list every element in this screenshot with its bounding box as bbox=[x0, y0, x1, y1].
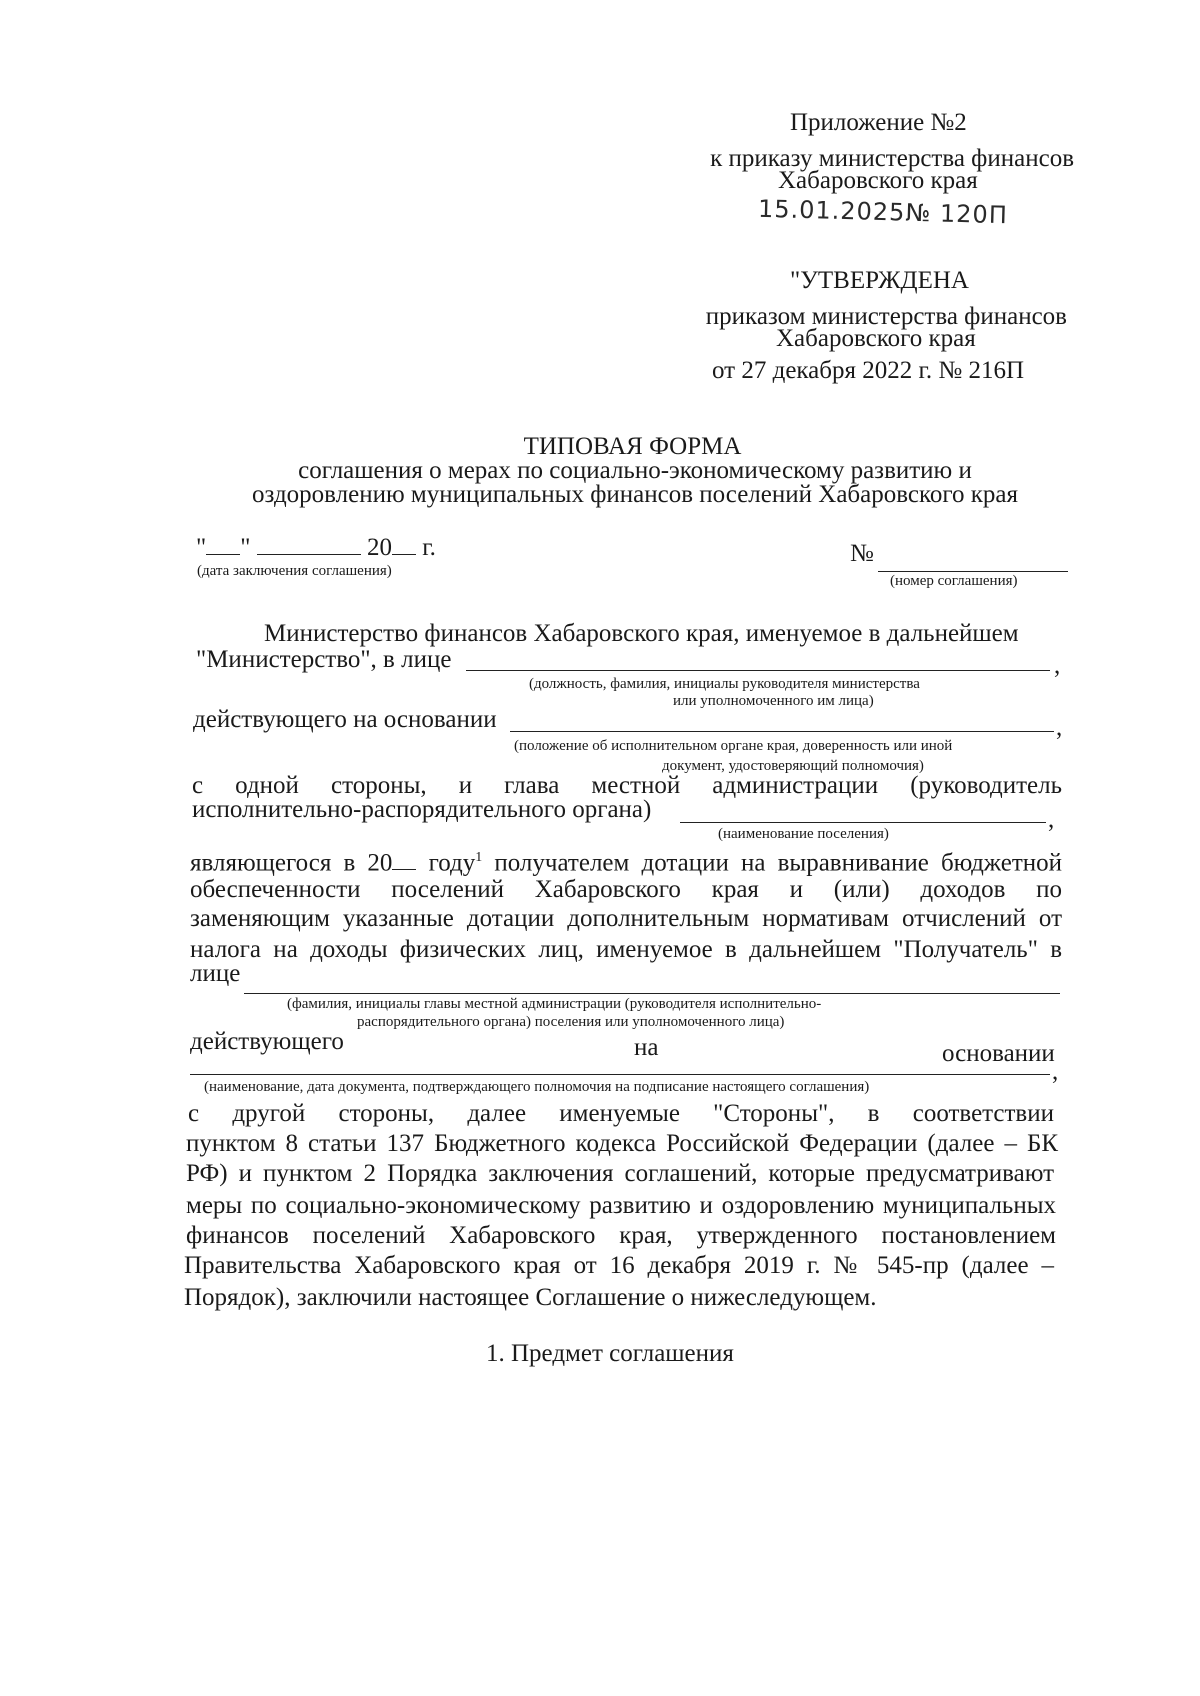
settlement-underline bbox=[680, 822, 1046, 823]
comma-2: , bbox=[1056, 714, 1063, 741]
quote-open: " bbox=[196, 534, 207, 561]
year-suffix: г. bbox=[422, 534, 436, 561]
paragraph-1-line-1: Министерство финансов Хабаровского края, именуемое в дальнейшем bbox=[264, 620, 1019, 647]
paragraph-2-line-1: с одной стороны, и глава местной администрации (руководитель bbox=[192, 772, 1062, 799]
paragraph-3-line-3: заменяющим указанные дотации дополнительным нормативам отчислений от bbox=[190, 905, 1062, 932]
paragraph-4-line-3: РФ) и пунктом 2 Порядка заключения соглашений, которые предусматривают bbox=[186, 1160, 1054, 1187]
approval-line-1: приказом министерства финансов bbox=[705, 303, 1067, 330]
year-prefix: 20 bbox=[366, 534, 392, 561]
paragraph-3-line-4: налога на доходы физических лиц, именуемое в дальнейшем "Получатель" в bbox=[190, 936, 1062, 963]
paragraph-3-line-5: лице bbox=[190, 960, 241, 987]
caption-basis-2: документ, удостоверяющий полномочия) bbox=[662, 758, 924, 774]
caption-doc: (наименование, дата документа, подтверждающего полномочия на подписание настоящего соглашения) bbox=[204, 1079, 870, 1095]
approval-line-2: Хабаровского края bbox=[776, 325, 976, 352]
head-underline bbox=[244, 993, 1060, 994]
date-caption: (дата заключения соглашения) bbox=[197, 563, 392, 579]
basis-underline bbox=[510, 731, 1054, 732]
agreement-date bbox=[196, 532, 436, 563]
paragraph-4-line-2: пунктом 8 статьи 137 Бюджетного кодекса Российской Федерации (далее – БК bbox=[186, 1130, 1058, 1157]
comma-1: , bbox=[1054, 652, 1061, 679]
appendix-line-1: к приказу министерства финансов bbox=[710, 145, 1074, 172]
form-title-line-1: соглашения о мерах по социально-экономическому развитию и bbox=[298, 457, 972, 484]
footnote-marker: 1 bbox=[475, 850, 483, 865]
doc-underline bbox=[190, 1074, 1050, 1075]
paragraph-3-line-2: обеспеченности поселений Хабаровского края и (или) доходов по bbox=[190, 876, 1062, 903]
section-1-title: 1. Предмет соглашения bbox=[486, 1340, 734, 1367]
paragraph-3-line-1: являющегося в 20 году$^1$ получателем дотации на выравнивание бюджетной bbox=[190, 849, 1063, 877]
paragraph-2-line-2: исполнительно-распорядительного органа) bbox=[192, 796, 652, 823]
caption-head-1: (фамилия, инициалы главы местной администрации (руководителя исполнительно- bbox=[287, 996, 822, 1012]
paragraph-4-line-1: с другой стороны, далее именуемые "Стороны", в соответствии bbox=[188, 1100, 1054, 1127]
appendix-line-2: Хабаровского края bbox=[778, 167, 978, 194]
position-underline bbox=[466, 670, 1050, 671]
paragraph-4-line-6: Правительства Хабаровского края от 16 декабря 2019 г. № 545-пр (далее – bbox=[184, 1252, 1054, 1279]
acting-2: действующего bbox=[190, 1028, 344, 1055]
comma-3: , bbox=[1048, 806, 1055, 833]
caption-settlement: (наименование поселения) bbox=[718, 826, 889, 842]
appendix-title: Приложение №2 bbox=[790, 109, 967, 136]
paragraph-4-line-4: меры по социально-экономическому развитию и оздоровлению муниципальных bbox=[186, 1192, 1056, 1219]
acting-basis: действующего на основании bbox=[193, 706, 497, 733]
form-title: ТИПОВАЯ ФОРМА bbox=[523, 433, 742, 460]
caption-head-2: распорядительного органа) поселения или уполномоченного лица) bbox=[357, 1014, 785, 1030]
paragraph-1-line-2: "Министерство", в лице bbox=[196, 646, 452, 673]
acting-2-basis: основании bbox=[942, 1040, 1055, 1067]
comma-4: , bbox=[1052, 1058, 1059, 1085]
caption-position-2: или уполномоченного им лица) bbox=[673, 693, 874, 709]
handwritten-date-number: 15.01.2025№ 120П bbox=[757, 194, 1009, 230]
acting-2-on: на bbox=[634, 1034, 659, 1061]
number-sign: № bbox=[850, 540, 874, 567]
approval-title: "УТВЕРЖДЕНА bbox=[790, 267, 969, 294]
form-title-line-2: оздоровлению муниципальных финансов поселений Хабаровского края bbox=[252, 481, 1018, 508]
number-underline bbox=[878, 571, 1068, 572]
approval-line-3: от 27 декабря 2022 г. № 216П bbox=[712, 357, 1025, 384]
caption-basis-1: (положение об исполнительном органе края, доверенность или иной bbox=[514, 738, 953, 754]
quote-close: " bbox=[240, 534, 251, 561]
paragraph-4-line-7: Порядок), заключили настоящее Соглашение о нижеследующем. bbox=[184, 1284, 877, 1311]
number-caption: (номер соглашения) bbox=[890, 573, 1018, 589]
caption-position-1: (должность, фамилия, инициалы руководителя министерства bbox=[529, 676, 920, 692]
paragraph-4-line-5: финансов поселений Хабаровского края, утвержденного постановлением bbox=[186, 1222, 1056, 1249]
